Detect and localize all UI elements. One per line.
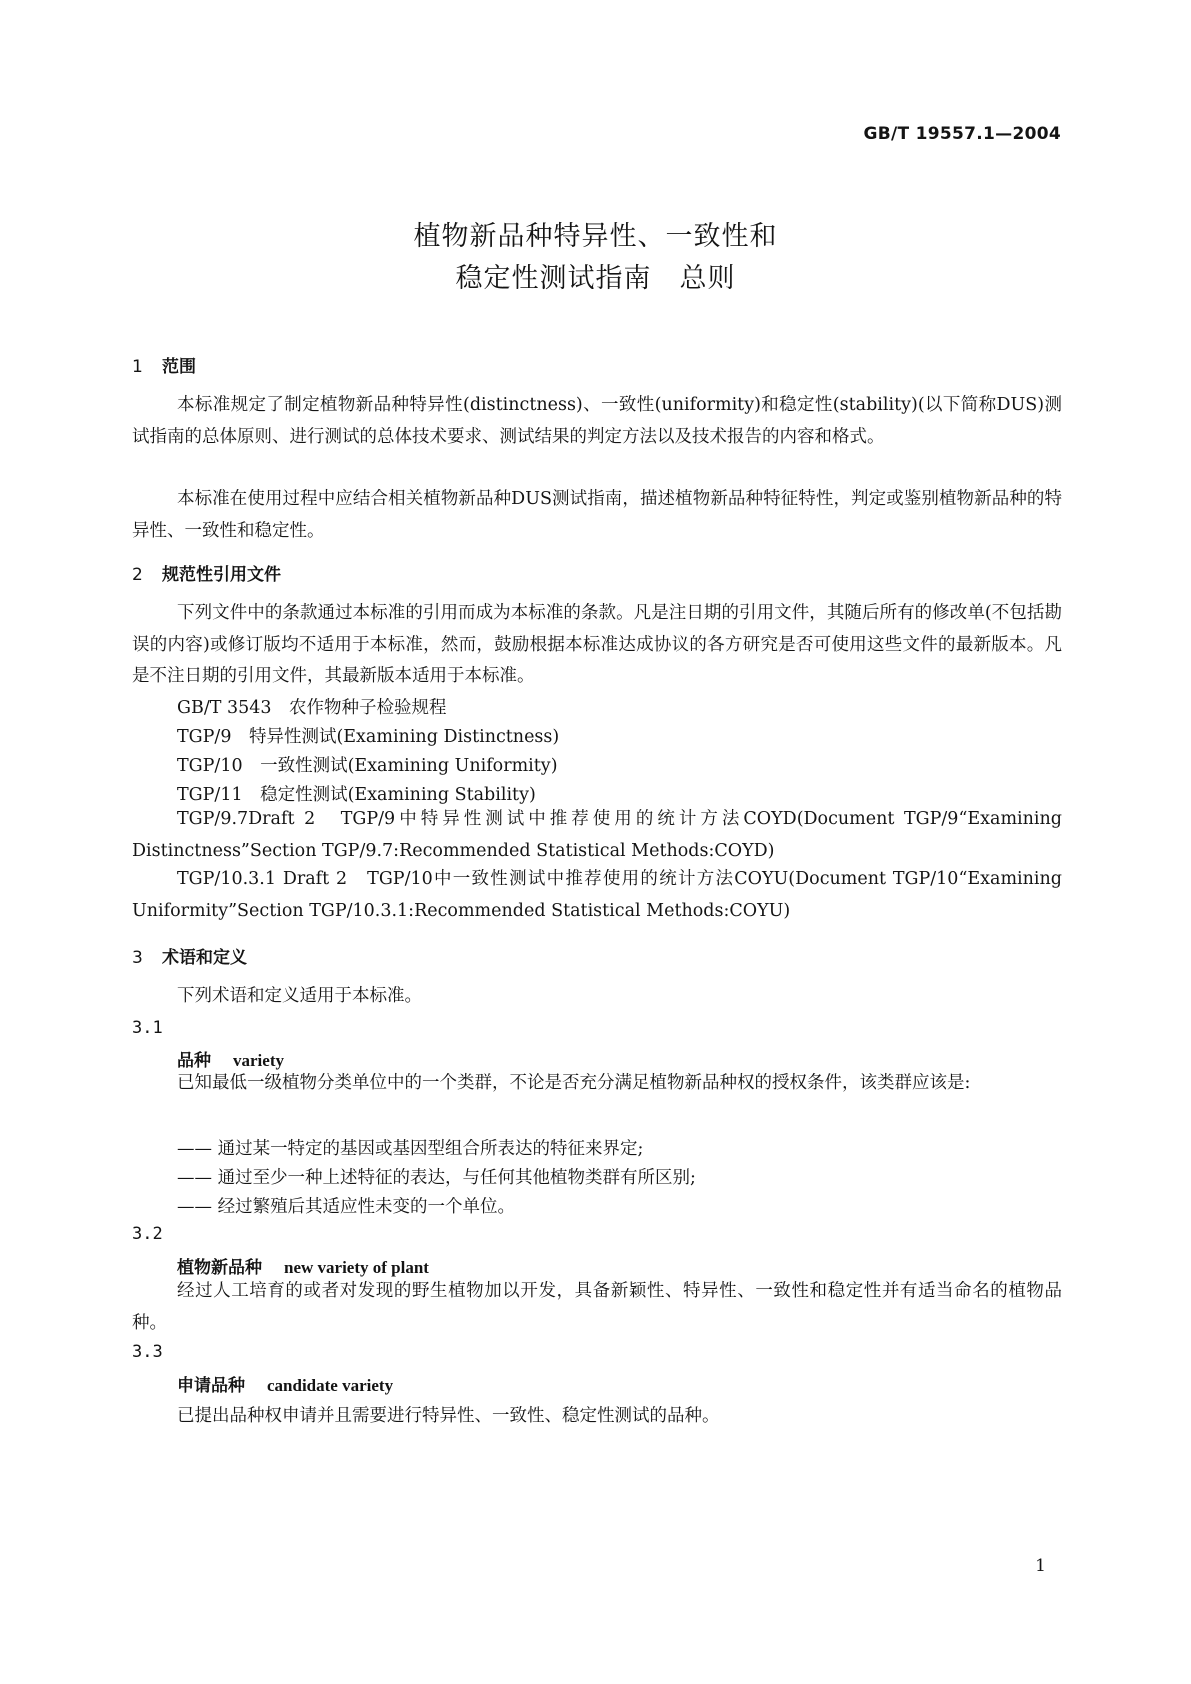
paragraph-text: 已知最低一级植物分类单位中的一个类群，不论是否充分满足植物新品种权的授权条件，该类群应该是: (177, 1073, 971, 1093)
paragraph-text: 下列文件中的条款通过本标准的引用而成为本标准的条款。凡是注日期的引用文件，其随后所有的修改单(不包括勘误的内容)或修订版均不适用于本标准，然而，鼓励根据本标准达成协议的各方研究是否可使用这些文件的最新版本。凡是不注日期的引用文件，其最新版本适用于本标准。 (132, 603, 1062, 687)
term-heading (177, 1371, 393, 1396)
term-english: variety (233, 1051, 284, 1070)
list-item: —— 通过至少一种上述特征的表达，与任何其他植物类群有所区别; (177, 1168, 696, 1188)
section-2-heading (132, 560, 281, 585)
paragraph-text: 本标准规定了制定植物新品种特异性(distinctness)、一致性(uniformity)和稳定性(stability)(以下简称DUS)测试指南的总体原则、进行测试的总体技术要求、测试结果的判定方法以及技术报告的内容和格式。 (132, 395, 1062, 447)
section-title: 术语和定义 (162, 948, 247, 968)
paragraph-text: 经过人工培育的或者对发现的野生植物加以开发，具备新颖性、特异性、一致性和稳定性并有适当命名的植物品种。 (132, 1281, 1062, 1333)
clause-number: 3.1 (132, 1018, 163, 1038)
paragraph-text: 本标准在使用过程中应结合相关植物新品种DUS测试指南，描述植物新品种特征特性，判定或鉴别植物新品种的特异性、一致性和稳定性。 (132, 489, 1062, 541)
term-english: new variety of plant (284, 1258, 429, 1277)
section-number: 1 (132, 357, 143, 377)
reference-item: TGP/10 一致性测试(Examining Uniformity) (177, 756, 558, 776)
reference-item: TGP/9 特异性测试(Examining Distinctness) (177, 727, 560, 747)
section-number: 2 (132, 565, 143, 585)
section-title: 规范性引用文件 (162, 565, 281, 585)
document-title-line-2: 稳定性测试指南 总则 (455, 263, 736, 294)
section-1-paragraph-1 (132, 390, 1062, 453)
document-title-line-1: 植物新品种特异性、一致性和 (413, 221, 778, 252)
reference-item-coyd: TGP/9.7Draft 2 TGP/9中特异性测试中推荐使用的统计方法COYD(Document TGP/9“Examining Distinctness”Section TGP/9.7:Recommended Statistical Methods:COYD) (132, 809, 1062, 861)
list-item: —— 通过某一特定的基因或基因型组合所表达的特征来界定; (177, 1139, 644, 1159)
term-chinese: 植物新品种 (177, 1258, 262, 1278)
section-3-intro: 下列术语和定义适用于本标准。 (177, 986, 422, 1006)
clause-number: 3.3 (132, 1342, 163, 1362)
term-heading (177, 1253, 429, 1278)
term-definition (132, 1068, 1062, 1100)
section-1-heading (132, 352, 196, 377)
reference-item: GB/T 3543 农作物种子检验规程 (177, 698, 447, 718)
clause-number: 3.2 (132, 1224, 163, 1244)
term-definition (132, 1276, 1062, 1339)
list-item: —— 经过繁殖后其适应性未变的一个单位。 (177, 1197, 516, 1217)
term-definition: 已提出品种权申请并且需要进行特异性、一致性、稳定性测试的品种。 (177, 1406, 720, 1426)
reference-item: TGP/11 稳定性测试(Examining Stability) (177, 785, 536, 805)
page-number: 1 (1035, 1556, 1046, 1576)
section-number: 3 (132, 948, 143, 968)
term-chinese: 申请品种 (177, 1376, 245, 1396)
section-3-heading (132, 943, 247, 968)
section-2-intro (132, 598, 1062, 693)
standard-code: GB/T 19557.1—2004 (863, 124, 1061, 144)
term-english: candidate variety (267, 1376, 394, 1395)
reference-item-coyu: TGP/10.3.1 Draft 2 TGP/10中一致性测试中推荐使用的统计方法COYU(Document TGP/10“Examining Uniformity”Section TGP/10.3.1:Recommended Statistical Methods:COYU) (132, 869, 1062, 921)
section-1-paragraph-2 (132, 484, 1062, 547)
section-title: 范围 (162, 357, 196, 377)
term-chinese: 品种 (177, 1051, 211, 1071)
